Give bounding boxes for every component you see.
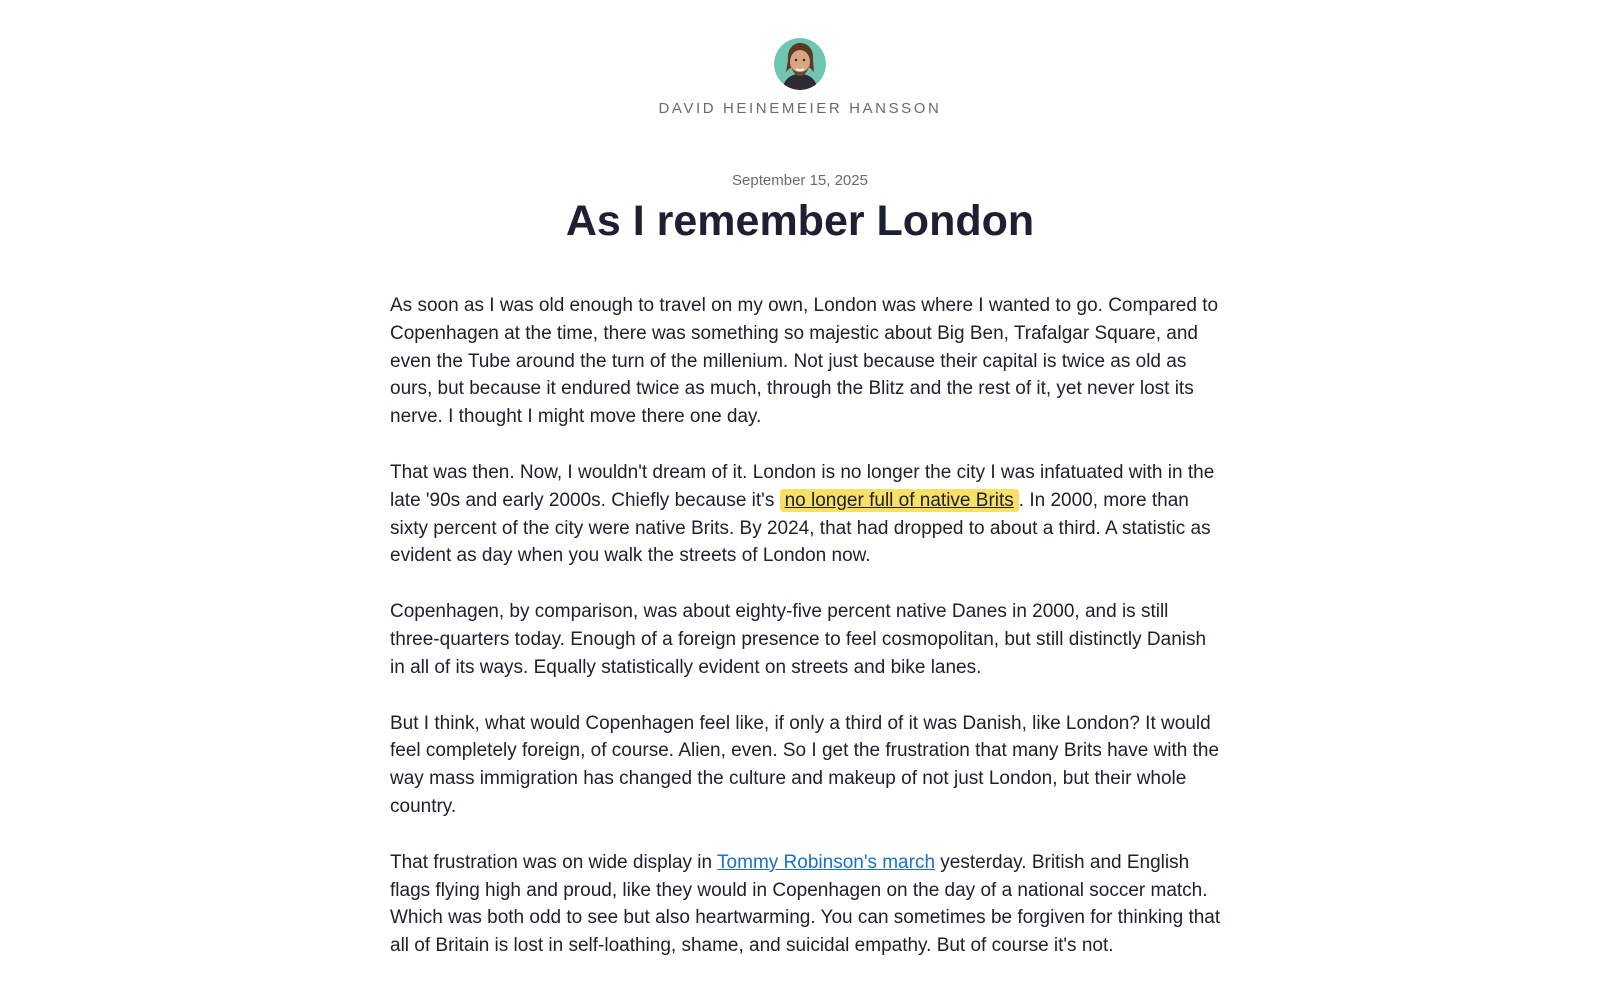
author-avatar[interactable]: [774, 38, 826, 90]
paragraph-3: Copenhagen, by comparison, was about eighty-five percent native Danes in 2000, and is still three-quarters today. Enough of a foreign presence to feel cosmopolitan, but still distinctly Danish in all of its ways. Equally statistically evident on streets and bike lanes.: [390, 601, 1207, 678]
author-name-link[interactable]: DAVID HEINEMEIER HANSSON: [658, 100, 942, 117]
article-body: [390, 292, 1222, 988]
paragraph-4: But I think, what would Copenhagen feel like, if only a third of it was Danish, like London? It would feel completely foreign, of course. Alien, even. So I get the frustration that many Brits have with the way mass immigration has changed the culture and makeup of not just London, but their whole country.: [390, 712, 1220, 817]
site-header: [0, 38, 1600, 118]
paragraph-2-text-before: That was then. Now, I wouldn't dream of it. London is no longer the city I was infatuated with in the late '90s and early 2000s. Chiefly because it's: [390, 461, 1215, 511]
paragraph-5-text-after: yesterday. British and English flags flying high and proud, like they would in Copenhagen on the day of a national soccer match. Which was both odd to see but also heartwarming. You can sometimes be forgiven for thinking that all of Britain is lost in self-loathing, shame, and suicidal empathy. But of course it's not.: [390, 851, 1221, 957]
post-date: September 15, 2025: [732, 172, 868, 189]
paragraph-1: As soon as I was old enough to travel on my own, London was where I wanted to go. Compared to Copenhagen at the time, there was something so majestic about Big Ben, Trafalgar Square, and even the Tube around the turn of the millenium. Not just because their capital is twice as old as ours, but because it endured twice as much, through the Blitz and the rest of it, yet never lost its nerve. I thought I might move there one day.: [390, 295, 1219, 428]
paragraph-2: [390, 459, 1222, 570]
tommy-robinson-march-link[interactable]: Tommy Robinson's march: [717, 851, 936, 873]
post-title: As I remember London: [565, 197, 1035, 245]
native-brits-link[interactable]: no longer full of native Brits: [780, 489, 1019, 512]
paragraph-2-text-after: . In 2000, more than sixty percent of the city were native Brits. By 2024, that had dropped to about a third. A statistic as evident as day when you walk the streets of London now.: [390, 489, 1211, 567]
paragraph-5-text-before: That frustration was on wide display in: [390, 851, 718, 873]
avatar-photo-icon: [774, 38, 826, 90]
paragraph-5: [390, 849, 1222, 960]
